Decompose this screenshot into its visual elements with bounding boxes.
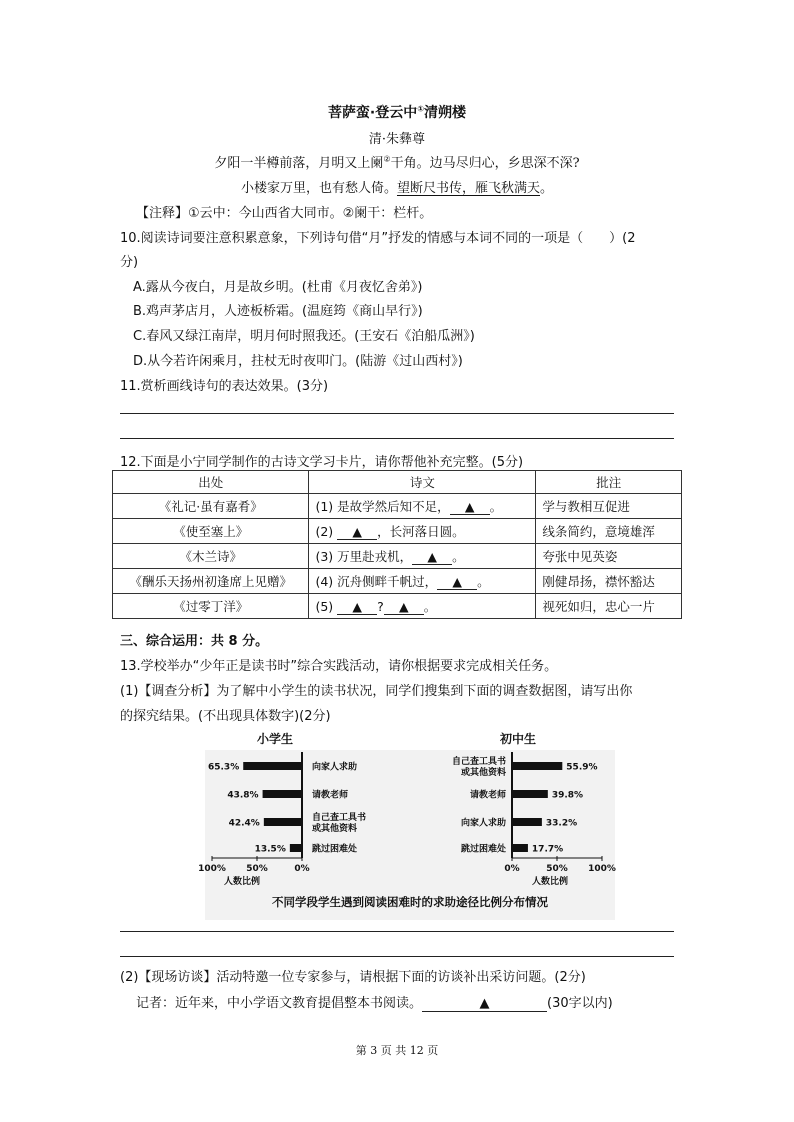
row-note: 线条简约，意境雄浑 [536,519,682,544]
chart-value-label: 43.8% [227,790,259,801]
header-note: 批注 [536,471,682,494]
q10-option-d: D.从今若许闲乘月，拄杖无时夜叩门。(陆游《过山西村》) [133,354,463,369]
fill-blank[interactable]: ▲ [337,524,377,540]
page-footer: 第 3 页 共 12 页 [355,1044,439,1057]
chart-value-label: 13.5% [254,844,286,855]
q11-answer-line-1[interactable] [120,413,674,414]
chart-category-label: 向家人求助 [460,818,506,829]
poem-line-2: 小楼家万里，也有愁人倚。望断尺书传，雁飞秋满天。 [240,181,554,196]
chart-bar [512,790,548,798]
poem-line-1: 夕阳一半樽前落，月明又上阑②干角。边马尽归心，乡思深不深? [214,154,580,171]
q10-stem: 10.阅读诗词要注意积累意象，下列诗句借“月”抒发的情感与本词不同的一项是（ ）(2 [120,231,636,246]
chart-category-label: 跳过困难处 [460,844,506,855]
chart-value-label: 55.9% [566,762,598,773]
chart-tick-label: 0% [504,864,520,874]
poem-author: 清·朱彝尊 [368,132,426,147]
q12-stem: 12.下面是小宁同学制作的古诗文学习卡片，请你帮他补充完整。(5分) [120,455,524,470]
q13-answer-line-2[interactable] [120,956,674,957]
chart-value-label: 17.7% [531,844,564,855]
chart-bar [263,790,302,798]
row-poem: (2) ▲ ，长河落日圆。 [309,519,536,544]
survey-chart-svg [198,730,616,920]
fill-blank[interactable]: ▲ [337,599,377,615]
survey-chart [198,730,616,920]
poem-notes: 【注释】①云中：今山西省大同市。②阑干：栏杆。 [136,206,433,221]
chart-caption: 不同学段学生遇到阅读困难时的求助途径比例分布情况 [272,895,548,909]
chart-category-label: 请教老师 [312,790,349,801]
chart-category-label: 请教老师 [469,790,506,801]
chart-title: 初中生 [499,732,537,746]
q13-stem: 13.学校举办“少年正是读书时”综合实践活动，请你根据要求完成相关任务。 [120,659,558,674]
row-note: 刚健昂扬，襟怀豁达 [536,569,682,594]
q13-part1-a: (1)【调查分析】为了解中小学生的读书状况，同学们搜集到下面的调查数据图，请写出你 [120,684,633,699]
chart-bar [512,762,562,770]
chart-category-label: 或其他资料 [460,768,506,778]
q13-part1-b: 的探究结果。(不出现具体数字)(2分) [120,709,331,724]
row-note: 夸张中见英姿 [536,544,682,569]
chart-x-axis-label: 人数比例 [531,877,569,887]
chart-category-label: 跳过困难处 [312,844,358,855]
chart-bar [512,818,542,826]
chart-tick-label: 50% [546,864,568,874]
fill-blank[interactable]: ▲ [437,574,477,590]
table-row [113,519,682,544]
chart-category-label: 或其他资料 [312,824,358,834]
q10-option-b: B.鸡声茅店月，人迹板桥霜。(温庭筠《商山早行》) [133,304,423,319]
row-note: 视死如归，忠心一片 [536,594,682,619]
row-source: 《礼记·虽有嘉肴》 [113,494,309,519]
table-header-row [113,471,682,494]
interview-line: 记者：近年来，中小学语文教育提倡整本书阅读。 ▲ (30字以内) [136,996,613,1011]
header-source: 出处 [113,471,309,494]
chart-tick-label: 0% [294,864,310,874]
row-poem: (1) 是故学然后知不足， ▲ 。 [309,494,536,519]
chart-bar [290,844,302,852]
chart-tick-label: 100% [588,864,616,874]
chart-category-label: 向家人求助 [312,762,358,773]
underlined-line: 望断尺书传，雁飞秋满天 [396,181,540,196]
table-row [113,569,682,594]
chart-value-label: 33.2% [545,818,578,829]
interview-blank[interactable]: ▲ [422,996,547,1012]
chart-value-label: 42.4% [228,818,260,829]
table-row [113,594,682,619]
table-row [113,544,682,569]
chart-bar [243,762,302,770]
q10-option-c: C.春风又绿江南岸，明月何时照我还。(王安石《泊船瓜洲》) [133,329,475,344]
chart-x-axis-label: 人数比例 [223,877,261,887]
study-card-table [112,470,682,619]
row-source: 《过零丁洋》 [113,594,309,619]
row-note: 学与教相互促进 [536,494,682,519]
chart-bar [512,844,528,852]
header-poem: 诗文 [309,471,536,494]
row-poem: (5) ▲ ? ▲ 。 [309,594,536,619]
chart-category-label: 自己查工具书 [312,813,367,823]
q11-answer-line-2[interactable] [120,438,674,439]
chart-bar [264,818,302,826]
q13-answer-line-1[interactable] [120,931,674,932]
chart-category-label: 自己查工具书 [451,757,506,767]
fill-blank[interactable]: ▲ [412,549,452,565]
row-poem: (3) 万里赴戎机， ▲ 。 [309,544,536,569]
chart-tick-label: 50% [246,864,268,874]
q10-option-a: A.露从今夜白，月是故乡明。(杜甫《月夜忆舍弟》) [133,280,423,295]
fill-blank[interactable]: ▲ [384,599,424,615]
row-source: 《酬乐天扬州初逢席上见赠》 [113,569,309,594]
q11-stem: 11.赏析画线诗句的表达效果。(3分) [120,379,329,394]
chart-tick-label: 100% [198,864,226,874]
row-poem: (4) 沉舟侧畔千帆过， ▲ 。 [309,569,536,594]
chart-title: 小学生 [256,732,294,746]
section-title: 三、综合运用：共 8 分。 [120,634,269,649]
chart-value-label: 39.8% [551,790,584,801]
table-row [113,494,682,519]
q10-stem-cont: 分) [120,255,139,270]
row-source: 《木兰诗》 [113,544,309,569]
q13-part2: (2)【现场访谈】活动特邀一位专家参与，请根据下面的访谈补出采访问题。(2分) [120,970,586,985]
row-source: 《使至塞上》 [113,519,309,544]
fill-blank[interactable]: ▲ [450,499,490,515]
poem-title: 菩萨蛮·登云中①清朔楼 [327,104,467,121]
chart-value-label: 65.3% [207,762,240,773]
